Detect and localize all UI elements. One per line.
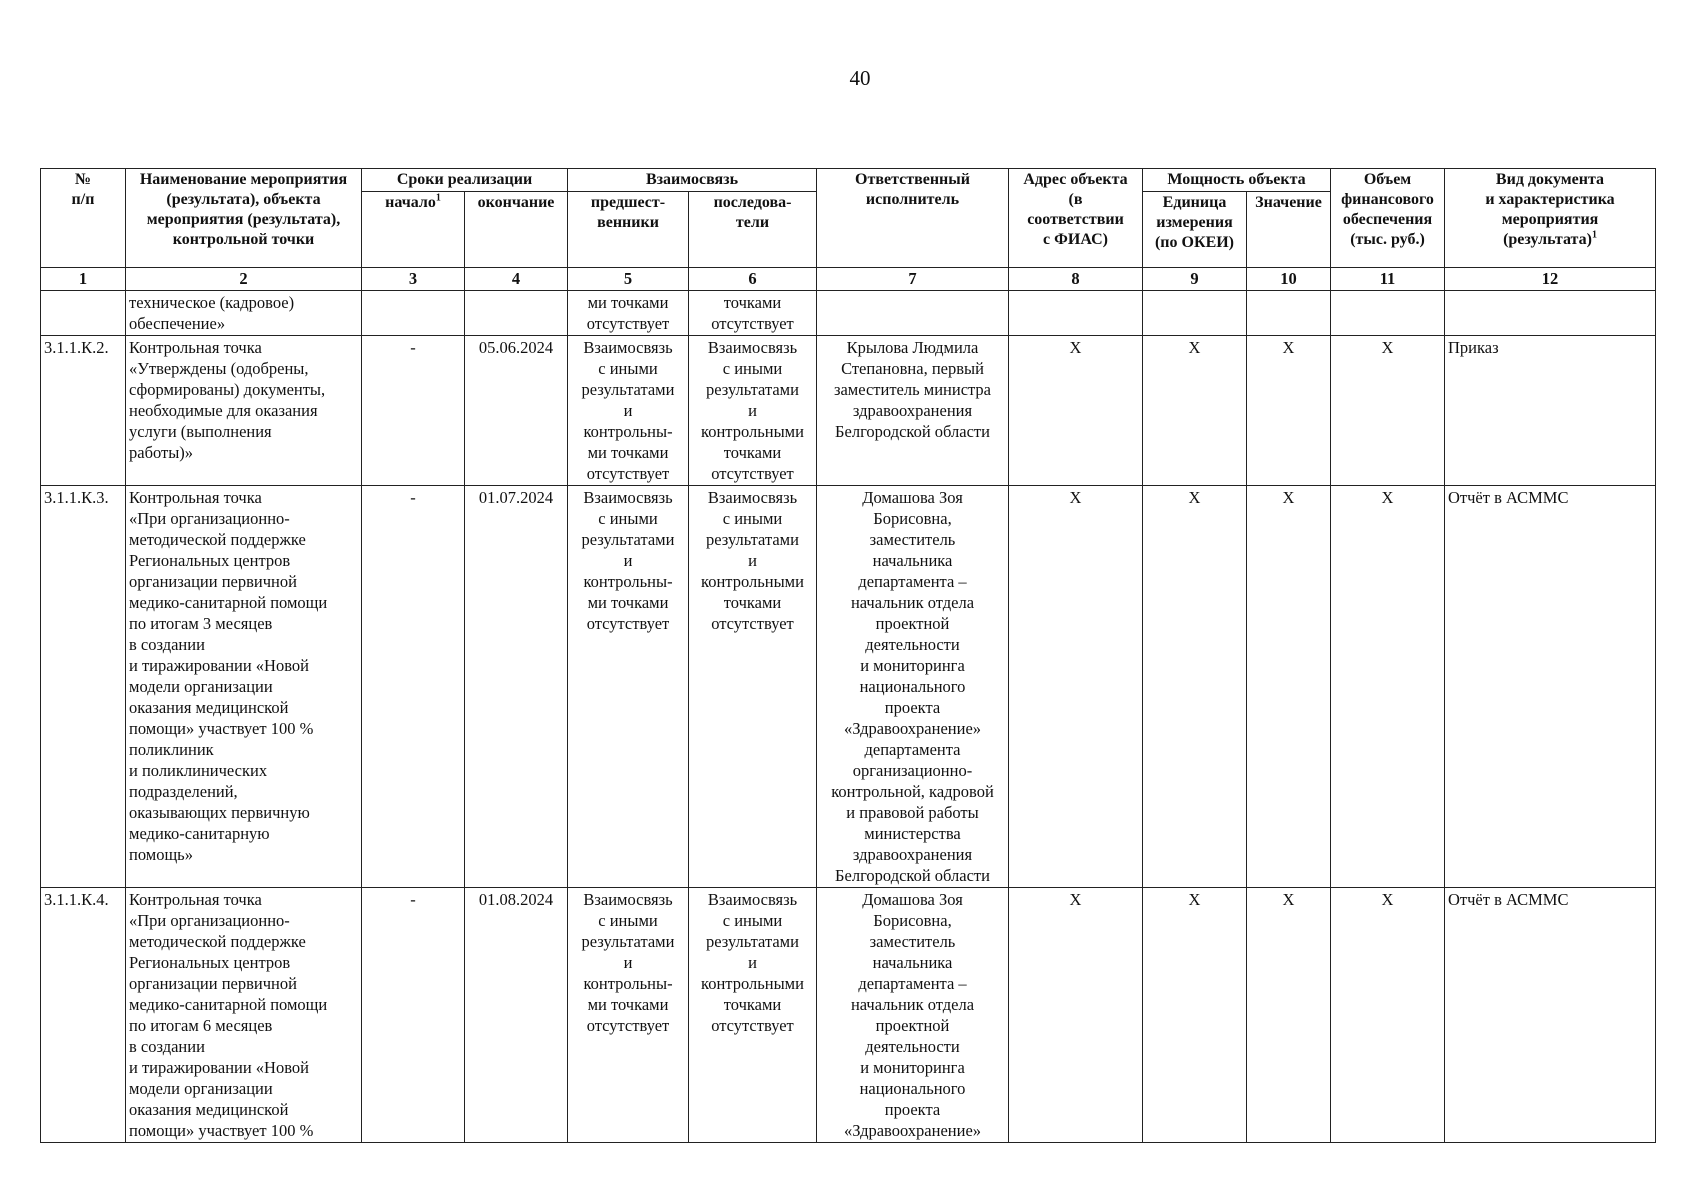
row-doc-type <box>1445 291 1656 336</box>
header-predecessors: предшест- венники <box>568 192 689 268</box>
column-number: 6 <box>689 268 817 291</box>
header-capacity: Мощность объекта <box>1143 169 1331 192</box>
column-numbers-row <box>41 268 1656 291</box>
row-unit: X <box>1143 336 1247 486</box>
row-unit <box>1143 291 1247 336</box>
column-number: 4 <box>465 268 568 291</box>
row-funding: X <box>1331 888 1445 1143</box>
row-end: 01.08.2024 <box>465 888 568 1143</box>
column-number: 10 <box>1247 268 1331 291</box>
row-funding: X <box>1331 486 1445 888</box>
row-end: 01.07.2024 <box>465 486 568 888</box>
column-number: 3 <box>362 268 465 291</box>
row-address <box>1009 291 1143 336</box>
row-name: Контрольная точка «При организационно- методической поддержке Региональных центров организации первичной медико-санитарной помощи по итогам 3 месяцев в создании и тиражировании «Новой модели организации оказания медицинской помощи» участвует 100 % поликлиник и поликлинических подразделений, оказывающих первичную медико-санитарную помощь» <box>126 486 362 888</box>
header-address: Адрес объекта (в соответствии с ФИАС) <box>1009 169 1143 268</box>
row-unit: X <box>1143 888 1247 1143</box>
row-start: - <box>362 486 465 888</box>
events-table <box>40 168 1656 1143</box>
row-doc-type: Отчёт в АСММС <box>1445 486 1656 888</box>
table-row <box>41 888 1656 1143</box>
header-start <box>362 192 465 268</box>
row-predecessors: Взаимосвязь с иными результатами и контрольны- ми точками отсутствует <box>568 336 689 486</box>
header-funding: Объем финансового обеспечения (тыс. руб.) <box>1331 169 1445 268</box>
row-successors: Взаимосвязь с иными результатами и контрольными точками отсутствует <box>689 486 817 888</box>
row-name: техническое (кадровое) обеспечение» <box>126 291 362 336</box>
row-address: X <box>1009 888 1143 1143</box>
row-unit: X <box>1143 486 1247 888</box>
row-doc-type: Приказ <box>1445 336 1656 486</box>
column-number: 5 <box>568 268 689 291</box>
row-predecessors: Взаимосвязь с иными результатами и контрольны- ми точками отсутствует <box>568 486 689 888</box>
header-end: окончание <box>465 192 568 268</box>
row-predecessors: Взаимосвязь с иными результатами и контрольны- ми точками отсутствует <box>568 888 689 1143</box>
row-successors: Взаимосвязь с иными результатами и контрольными точками отсутствует <box>689 336 817 486</box>
header-doc-type-text: Вид документа и характеристика мероприятия (результата) <box>1485 171 1615 248</box>
page-number: 40 <box>849 66 871 90</box>
row-num: 3.1.1.К.3. <box>41 486 126 888</box>
header-link: Взаимосвязь <box>568 169 817 192</box>
header-value: Значение <box>1247 192 1331 268</box>
row-start: - <box>362 336 465 486</box>
column-number: 12 <box>1445 268 1656 291</box>
column-number: 1 <box>41 268 126 291</box>
table-row <box>41 336 1656 486</box>
row-value: X <box>1247 336 1331 486</box>
footnote-mark: 1 <box>1591 229 1597 241</box>
row-responsible: Крылова Людмила Степановна, первый заместитель министра здравоохранения Белгородской области <box>817 336 1009 486</box>
row-successors: Взаимосвязь с иными результатами и контрольными точками отсутствует <box>689 888 817 1143</box>
header-unit: Единица измерения (по ОКЕИ) <box>1143 192 1247 268</box>
table-row <box>41 291 1656 336</box>
row-name: Контрольная точка «Утверждены (одобрены, сформированы) документы, необходимые для оказания услуги (выполнения работы)» <box>126 336 362 486</box>
header-doc-type <box>1445 169 1656 268</box>
column-number: 7 <box>817 268 1009 291</box>
row-address: X <box>1009 336 1143 486</box>
column-number: 11 <box>1331 268 1445 291</box>
column-number: 8 <box>1009 268 1143 291</box>
row-responsible: Домашова Зоя Борисовна, заместитель начальника департамента – начальник отдела проектной деятельности и мониторинга национального проекта «Здравоохранение» <box>817 888 1009 1143</box>
row-predecessors: ми точками отсутствует <box>568 291 689 336</box>
row-funding <box>1331 291 1445 336</box>
row-start: - <box>362 888 465 1143</box>
row-successors: точками отсутствует <box>689 291 817 336</box>
header-deadlines: Сроки реализации <box>362 169 568 192</box>
row-num: 3.1.1.К.2. <box>41 336 126 486</box>
header-num: № п/п <box>41 169 126 268</box>
column-number: 9 <box>1143 268 1247 291</box>
header-row-1 <box>41 169 1656 192</box>
row-value: X <box>1247 486 1331 888</box>
row-address: X <box>1009 486 1143 888</box>
row-num <box>41 291 126 336</box>
row-num: 3.1.1.К.4. <box>41 888 126 1143</box>
header-successors: последова- тели <box>689 192 817 268</box>
row-funding: X <box>1331 336 1445 486</box>
footnote-mark: 1 <box>435 192 441 204</box>
row-responsible: Домашова Зоя Борисовна, заместитель начальника департамента – начальник отдела проектной деятельности и мониторинга национального проекта «Здравоохранение» департамента организационно- контрольной, кадровой и правовой работы министерства здравоохранения Белгородской области <box>817 486 1009 888</box>
row-value: X <box>1247 888 1331 1143</box>
row-value <box>1247 291 1331 336</box>
row-name: Контрольная точка «При организационно- методической поддержке Региональных центров организации первичной медико-санитарной помощи по итогам 6 месяцев в создании и тиражировании «Новой модели организации оказания медицинской помощи» участвует 100 % <box>126 888 362 1143</box>
column-number: 2 <box>126 268 362 291</box>
row-doc-type: Отчёт в АСММС <box>1445 888 1656 1143</box>
row-responsible <box>817 291 1009 336</box>
header-name: Наименование мероприятия (результата), объекта мероприятия (результата), контрольной точки <box>126 169 362 268</box>
row-start <box>362 291 465 336</box>
row-end <box>465 291 568 336</box>
header-start-text: начало <box>385 194 436 211</box>
table-row <box>41 486 1656 888</box>
row-end: 05.06.2024 <box>465 336 568 486</box>
header-responsible: Ответственный исполнитель <box>817 169 1009 268</box>
